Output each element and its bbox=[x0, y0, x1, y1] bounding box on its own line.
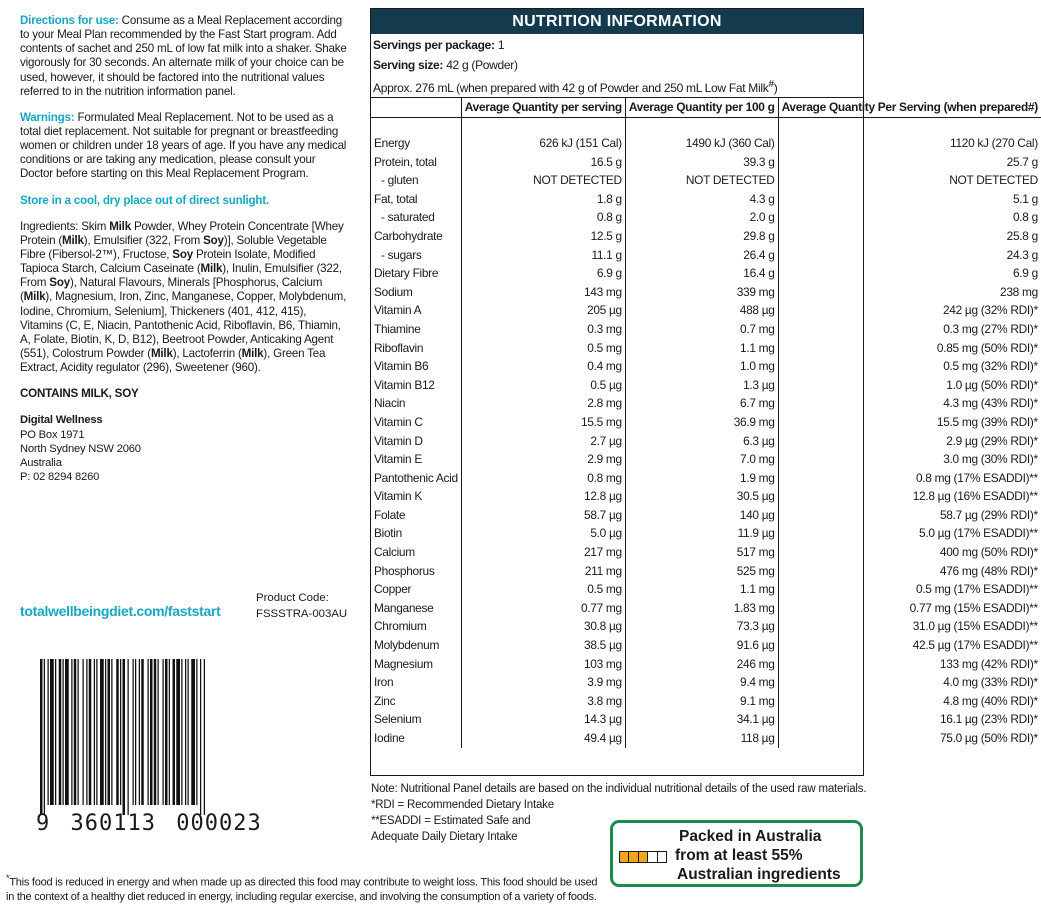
per-serving-value: 0.8 mg bbox=[461, 469, 625, 488]
per-100g-value: 140 µg bbox=[625, 506, 778, 525]
nutrient-name: Magnesium bbox=[374, 656, 433, 671]
nutrient-name: Vitamin C bbox=[374, 414, 423, 429]
barcode-bar bbox=[123, 659, 126, 815]
barcode-bar bbox=[48, 659, 49, 805]
table-row bbox=[371, 320, 1041, 339]
prepared-value: 3.0 mg (30% RDI)* bbox=[778, 450, 1041, 469]
table-row bbox=[371, 357, 1041, 376]
per-serving-value: 15.5 mg bbox=[461, 413, 625, 432]
percentage-bar-segment bbox=[620, 852, 629, 862]
allergen-word: Milk bbox=[200, 262, 223, 276]
warnings-label: Warnings: bbox=[20, 110, 75, 124]
table-row bbox=[371, 208, 1041, 227]
footer-text: This food is reduced in energy and when made up as directed this food may contribute to weight loss. This food should be used in the context of a healthy diet reduced in energy, including regular exercise, and involving the consumption of a variety of foods. bbox=[6, 876, 598, 904]
nutrient-name: Niacin bbox=[374, 396, 406, 411]
ingredient-text: ), Natural Flavours, Minerals [Phosphorus, Calcium ( bbox=[20, 276, 323, 304]
ingredient-percentage-bar bbox=[619, 851, 667, 863]
prepared-value: 0.85 mg (50% RDI)* bbox=[778, 339, 1041, 358]
table-row bbox=[371, 283, 1041, 302]
per-100g-value: 4.3 g bbox=[625, 190, 778, 209]
per-serving-value: 211 mg bbox=[461, 562, 625, 581]
barcode-bar bbox=[74, 659, 77, 805]
nutrient-name: Iodine bbox=[374, 731, 405, 745]
allergen-word: Milk bbox=[62, 233, 84, 247]
per-serving-value: 58.7 µg bbox=[461, 506, 625, 525]
ingredient-text: )], Soluble Vegetable Fibre (Fibersol-2™), Fructose, bbox=[20, 233, 327, 261]
barcode-bar bbox=[105, 659, 106, 805]
per-100g-value: NOT DETECTED bbox=[625, 171, 778, 190]
warnings-text: Formulated Meal Replacement. Not to be used as a total diet replacement. Not suitable for pregnant or breastfeeding women or children under 18 years of age. If you have any medical conditions or are taking any medication, please consult your Doctor before starting on this Meal Replacement Program. bbox=[20, 110, 347, 181]
table-row bbox=[371, 562, 1041, 581]
nutrient-name: Molybdenum bbox=[374, 638, 440, 653]
per-100g-value: 30.5 µg bbox=[625, 487, 778, 506]
barcode-bar bbox=[44, 659, 45, 815]
header-per-serving-prepared: Average Quantity Per Serving (when prepared#) bbox=[778, 98, 1041, 118]
nutrient-name: Iron bbox=[374, 675, 394, 690]
per-100g-value: 16.4 g bbox=[625, 264, 778, 283]
prepared-value: 133 mg (42% RDI)* bbox=[778, 655, 1041, 674]
table-row bbox=[371, 636, 1041, 655]
directions-text: Consume as a Meal Replacement according to your Meal Plan recommended by the Fast Start program. Add contents of sachet and 250 mL of low fat milk into a shaker. Shake vigorously for 30 seconds. An alternate milk of your choice can be used, however, it should be factored into the nutritional values referred to in the nutrition information panel. bbox=[20, 14, 347, 98]
per-serving-value: 2.9 mg bbox=[461, 450, 625, 469]
per-100g-value: 39.3 g bbox=[625, 153, 778, 172]
per-100g-value: 7.0 mg bbox=[625, 450, 778, 469]
directions-label: Directions for use: bbox=[20, 14, 119, 27]
per-100g-value: 2.0 g bbox=[625, 208, 778, 227]
prepared-value: 42.5 µg (17% ESADDI)** bbox=[778, 636, 1041, 655]
nutrient-name: Pantothenic Acid bbox=[374, 470, 458, 485]
per-100g-value: 1.0 mg bbox=[625, 357, 778, 376]
prepared-value: 5.1 g bbox=[778, 190, 1041, 209]
nutrient-name: Folate bbox=[374, 507, 406, 522]
prepared-volume-text: Approx. 276 mL (when prepared with 42 g of Powder and 250 mL Low Fat Milk bbox=[373, 81, 769, 95]
table-row bbox=[371, 487, 1041, 506]
barcode-bars-icon bbox=[36, 659, 256, 815]
nutrient-name: Protein, total bbox=[374, 154, 437, 169]
barcode-bar bbox=[89, 659, 92, 805]
barcode-bar bbox=[173, 659, 176, 805]
table-row bbox=[371, 673, 1041, 692]
allergen-word: Milk bbox=[23, 290, 46, 304]
address-line: Australia bbox=[20, 457, 62, 470]
prepared-value: 476 mg (48% RDI)* bbox=[778, 562, 1041, 581]
ingredient-text: ), Magnesium, Iron, Zinc, Manganese, Copper, Molybdenum, Iodine, Chromium, Selenium], Thickeners (401, 412, 415), Vitamins (C, E, Niacin, Pantothenic Acid, Riboflavin, B6, Thiamin, A, Folate, Biotin, K, D, B12), Beetroot Powder, Anticaking Agent (551), Colostrum Powder ( bbox=[20, 290, 347, 360]
per-serving-value: NOT DETECTED bbox=[461, 171, 625, 190]
allergen-statement: CONTAINS MILK, SOY bbox=[20, 387, 139, 401]
nutrient-name: Thiamine bbox=[374, 321, 421, 336]
table-spacer-row bbox=[371, 118, 1041, 135]
nutrient-name: Vitamin D bbox=[374, 433, 423, 448]
nutrition-table bbox=[371, 98, 1041, 748]
serving-size-value: 42 g (Powder) bbox=[446, 58, 518, 72]
ingredient-text: Ingredients: Skim bbox=[20, 219, 110, 233]
per-serving-value: 626 kJ (151 Cal) bbox=[461, 134, 625, 153]
table-row bbox=[371, 617, 1041, 636]
ingredient-text: ), Green Tea Extract, Acidity regulator (296), Sweetener (960). bbox=[20, 346, 326, 375]
barcode-bar bbox=[188, 659, 189, 805]
prepared-value: 0.5 mg (32% RDI)* bbox=[778, 357, 1041, 376]
allergen-word: Milk bbox=[241, 346, 264, 360]
address-line: North Sydney NSW 2060 bbox=[20, 442, 141, 455]
table-row bbox=[371, 153, 1041, 172]
company-name: Digital Wellness bbox=[20, 414, 103, 427]
barcode-bar bbox=[111, 659, 112, 805]
servings-label: Servings per package: bbox=[373, 38, 495, 52]
barcode-bar bbox=[150, 659, 153, 805]
nutrition-title: NUTRITION INFORMATION bbox=[371, 9, 863, 34]
barcode-digit-group: 9 bbox=[36, 811, 51, 836]
barcode-bar bbox=[50, 659, 54, 805]
table-row bbox=[371, 469, 1041, 488]
barcode-bar bbox=[135, 659, 136, 805]
per-100g-value: 36.9 mg bbox=[625, 413, 778, 432]
header-nutrient bbox=[371, 98, 461, 118]
per-serving-value: 143 mg bbox=[461, 283, 625, 302]
product-code bbox=[256, 591, 347, 623]
per-serving-value: 11.1 g bbox=[461, 246, 625, 265]
per-serving-value: 1.8 g bbox=[461, 190, 625, 209]
table-row bbox=[371, 506, 1041, 525]
per-serving-value: 38.5 µg bbox=[461, 636, 625, 655]
header-per-serving: Average Quantity per serving bbox=[461, 98, 625, 118]
barcode-bar bbox=[139, 659, 140, 805]
prepared-value: 238 mg bbox=[778, 283, 1041, 302]
aus-line-3: Australian ingredients bbox=[677, 866, 841, 883]
prepared-volume-close: ) bbox=[773, 81, 778, 95]
per-serving-value: 49.4 µg bbox=[461, 729, 625, 748]
per-100g-value: 339 mg bbox=[625, 283, 778, 302]
phone-number: P: 02 8294 8260 bbox=[20, 471, 100, 484]
barcode-bar bbox=[200, 659, 201, 815]
table-row bbox=[371, 692, 1041, 711]
per-100g-value: 9.4 mg bbox=[625, 673, 778, 692]
prepared-value: 1.0 µg (50% RDI)* bbox=[778, 376, 1041, 395]
prepared-value: 5.0 µg (17% ESADDI)** bbox=[778, 524, 1041, 543]
table-row bbox=[371, 599, 1041, 618]
servings-value: 1 bbox=[497, 38, 505, 52]
ingredients-text bbox=[20, 220, 350, 376]
ingredient-text: Protein Isolate, Modified Tapioca Starch, Calcium Caseinate ( bbox=[20, 247, 316, 276]
nutrient-name: Riboflavin bbox=[374, 340, 424, 355]
ingredient-text: ), Inulin, Emulsifier (322, From bbox=[20, 262, 342, 290]
prepared-value: 75.0 µg (50% RDI)* bbox=[778, 729, 1041, 748]
ingredient-text: ), Emulsifier (322, From bbox=[83, 233, 204, 247]
prepared-value: 1120 kJ (270 Cal) bbox=[778, 134, 1041, 153]
per-100g-value: 91.6 µg bbox=[625, 636, 778, 655]
table-row bbox=[371, 580, 1041, 599]
barcode-digit-group: 360113 bbox=[70, 811, 156, 836]
prepared-value: 4.0 mg (33% RDI)* bbox=[778, 673, 1041, 692]
per-100g-value: 26.4 g bbox=[625, 246, 778, 265]
percentage-bar-segment bbox=[658, 852, 666, 862]
barcode-bar bbox=[141, 659, 144, 805]
table-row bbox=[371, 450, 1041, 469]
aus-line-2: from at least 55% bbox=[675, 847, 803, 864]
per-100g-value: 0.7 mg bbox=[625, 320, 778, 339]
per-serving-value: 30.8 µg bbox=[461, 617, 625, 636]
barcode-bar bbox=[154, 659, 157, 805]
table-row bbox=[371, 339, 1041, 358]
prepared-value: 0.8 mg (17% ESADDI)** bbox=[778, 469, 1041, 488]
prepared-value: 12.8 µg (16% ESADDI)** bbox=[778, 487, 1041, 506]
barcode-bar bbox=[196, 659, 197, 805]
storage-text: Store in a cool, dry place out of direct sunlight. bbox=[20, 193, 269, 207]
nutrient-name: Biotin bbox=[374, 526, 402, 541]
per-serving-value: 103 mg bbox=[461, 655, 625, 674]
allergen-word: Soy bbox=[49, 276, 70, 290]
note-esaddi-1: **ESADDI = Estimated Safe and bbox=[371, 815, 531, 828]
directions-paragraph bbox=[20, 14, 350, 99]
barcode-bar bbox=[169, 659, 170, 805]
nutrition-header-row bbox=[371, 98, 1041, 118]
australian-made-label bbox=[610, 820, 863, 887]
table-row bbox=[371, 134, 1041, 153]
aus-line-1: Packed in Australia bbox=[679, 828, 822, 845]
nutrient-name: Calcium bbox=[374, 545, 415, 560]
per-serving-value: 3.8 mg bbox=[461, 692, 625, 711]
table-row bbox=[371, 729, 1041, 748]
per-serving-value: 0.5 mg bbox=[461, 339, 625, 358]
prepared-value: 25.7 g bbox=[778, 153, 1041, 172]
nutrient-name: Zinc bbox=[374, 693, 396, 708]
per-100g-value: 6.7 mg bbox=[625, 394, 778, 413]
nutrient-name: Copper bbox=[374, 582, 412, 597]
allergen-word: Soy bbox=[203, 233, 224, 247]
per-serving-value: 5.0 µg bbox=[461, 524, 625, 543]
per-100g-value: 11.9 µg bbox=[625, 524, 778, 543]
website-link[interactable]: totalwellbeingdiet.com/faststart bbox=[20, 603, 221, 619]
per-100g-value: 246 mg bbox=[625, 655, 778, 674]
per-serving-value: 14.3 µg bbox=[461, 710, 625, 729]
nutrient-name: Carbohydrate bbox=[374, 228, 443, 243]
nutrient-name: Vitamin B6 bbox=[374, 359, 429, 374]
per-serving-value: 16.5 g bbox=[461, 153, 625, 172]
prepared-value: 0.5 mg (17% ESADDI)** bbox=[778, 580, 1041, 599]
prepared-value: 400 mg (50% RDI)* bbox=[778, 543, 1041, 562]
table-row bbox=[371, 190, 1041, 209]
nutrient-name: Manganese bbox=[374, 600, 434, 615]
barcode-bar bbox=[94, 659, 95, 805]
barcode-bar bbox=[78, 659, 79, 805]
per-serving-value: 12.8 µg bbox=[461, 487, 625, 506]
per-100g-value: 29.8 g bbox=[625, 227, 778, 246]
per-100g-value: 118 µg bbox=[625, 729, 778, 748]
warnings-paragraph bbox=[20, 111, 350, 182]
per-serving-value: 2.8 mg bbox=[461, 394, 625, 413]
product-code-value: FSSSTRA-003AU bbox=[256, 607, 348, 620]
prepared-value: 4.3 mg (43% RDI)* bbox=[778, 394, 1041, 413]
per-serving-value: 0.3 mg bbox=[461, 320, 625, 339]
per-100g-value: 1.83 mg bbox=[625, 599, 778, 618]
per-serving-value: 12.5 g bbox=[461, 227, 625, 246]
prepared-value: 4.8 mg (40% RDI)* bbox=[778, 692, 1041, 711]
barcode-bar bbox=[65, 659, 69, 805]
per-serving-value: 3.9 mg bbox=[461, 673, 625, 692]
per-serving-value: 205 µg bbox=[461, 301, 625, 320]
prepared-volume-mark: # bbox=[768, 79, 774, 90]
per-100g-value: 525 mg bbox=[625, 562, 778, 581]
table-row bbox=[371, 432, 1041, 451]
barcode-bar bbox=[100, 659, 104, 805]
nutrition-table-body bbox=[371, 118, 1041, 748]
table-row bbox=[371, 171, 1041, 190]
per-100g-value: 1490 kJ (360 Cal) bbox=[625, 134, 778, 153]
per-100g-value: 1.3 µg bbox=[625, 376, 778, 395]
nutrient-name: Selenium bbox=[374, 712, 422, 727]
barcode-bar bbox=[165, 659, 168, 805]
table-row bbox=[371, 655, 1041, 674]
nutrient-name: Fat, total bbox=[374, 191, 418, 206]
nutrient-name: Vitamin A bbox=[374, 303, 422, 318]
barcode-bar bbox=[83, 659, 84, 805]
nutrient-name: Chromium bbox=[374, 619, 427, 634]
table-row bbox=[371, 227, 1041, 246]
barcode-bar bbox=[86, 659, 87, 805]
prepared-value: 58.7 µg (29% RDI)* bbox=[778, 506, 1041, 525]
per-100g-value: 488 µg bbox=[625, 301, 778, 320]
barcode-digit-group: 000023 bbox=[176, 811, 262, 836]
prepared-value: 0.8 g bbox=[778, 208, 1041, 227]
barcode-bar bbox=[71, 659, 72, 805]
barcode-bar bbox=[163, 659, 164, 805]
product-code-label: Product Code: bbox=[256, 592, 329, 604]
table-row bbox=[371, 710, 1041, 729]
table-row bbox=[371, 246, 1041, 265]
barcode-bar bbox=[108, 659, 111, 805]
note-raw-materials: Note: Nutritional Panel details are based on the individual nutritional details of the used raw materials. bbox=[371, 783, 867, 795]
per-100g-value: 34.1 µg bbox=[625, 710, 778, 729]
per-100g-value: 1.1 mg bbox=[625, 339, 778, 358]
table-row bbox=[371, 413, 1041, 432]
barcode-bar bbox=[176, 659, 180, 805]
prepared-value: 0.77 mg (15% ESADDI)** bbox=[778, 599, 1041, 618]
prepared-value: 16.1 µg (23% RDI)* bbox=[778, 710, 1041, 729]
table-row bbox=[371, 524, 1041, 543]
barcode bbox=[36, 659, 270, 841]
table-row bbox=[371, 394, 1041, 413]
per-serving-value: 0.4 mg bbox=[461, 357, 625, 376]
per-serving-value: 2.7 µg bbox=[461, 432, 625, 451]
footer-mark: * bbox=[6, 873, 10, 883]
barcode-bar bbox=[191, 659, 195, 805]
nutrient-name: Vitamin B12 bbox=[374, 377, 435, 392]
per-serving-value: 217 mg bbox=[461, 543, 625, 562]
per-serving-value: 0.5 µg bbox=[461, 376, 625, 395]
prepared-value: 242 µg (32% RDI)* bbox=[778, 301, 1041, 320]
prepared-volume bbox=[371, 74, 863, 98]
nutrient-name: Energy bbox=[374, 136, 410, 150]
nutrient-name: Sodium bbox=[374, 284, 413, 299]
per-100g-value: 1.9 mg bbox=[625, 469, 778, 488]
nutrient-name: Vitamin E bbox=[374, 452, 422, 467]
per-100g-value: 6.3 µg bbox=[625, 432, 778, 451]
table-row bbox=[371, 376, 1041, 395]
barcode-bar bbox=[116, 659, 119, 805]
table-row bbox=[371, 264, 1041, 283]
barcode-bar bbox=[133, 659, 134, 805]
nutrient-name: - sugars bbox=[381, 247, 422, 262]
barcode-bar bbox=[185, 659, 186, 805]
prepared-value: 25.8 g bbox=[778, 227, 1041, 246]
prepared-value: NOT DETECTED bbox=[778, 171, 1041, 190]
prepared-value: 24.3 g bbox=[778, 246, 1041, 265]
note-rdi: *RDI = Recommended Dietary Intake bbox=[371, 799, 554, 812]
prepared-value: 31.0 µg (15% ESADDI)** bbox=[778, 617, 1041, 636]
address-line: PO Box 1971 bbox=[20, 428, 85, 441]
per-100g-value: 9.1 mg bbox=[625, 692, 778, 711]
percentage-bar-segment bbox=[648, 852, 657, 862]
barcode-bar bbox=[158, 659, 159, 805]
table-row bbox=[371, 301, 1041, 320]
allergen-word: Milk bbox=[150, 346, 173, 360]
prepared-value: 0.3 mg (27% RDI)* bbox=[778, 320, 1041, 339]
nutrient-name: - gluten bbox=[381, 173, 419, 188]
barcode-bar bbox=[40, 659, 43, 815]
serving-size bbox=[371, 54, 863, 74]
barcode-bar bbox=[55, 659, 56, 805]
per-100g-value: 517 mg bbox=[625, 543, 778, 562]
weight-loss-statement bbox=[6, 872, 606, 905]
left-column bbox=[20, 14, 350, 484]
percentage-bar-segment bbox=[639, 852, 648, 862]
barcode-bar bbox=[148, 659, 149, 805]
servings-per-package bbox=[371, 34, 863, 54]
per-serving-value: 0.8 g bbox=[461, 208, 625, 227]
percentage-bar-segment bbox=[629, 852, 638, 862]
prepared-value: 2.9 µg (29% RDI)* bbox=[778, 432, 1041, 451]
barcode-bar bbox=[63, 659, 64, 805]
allergen-word: Milk bbox=[109, 219, 131, 233]
table-row bbox=[371, 543, 1041, 562]
barcode-bar bbox=[96, 659, 97, 805]
prepared-value: 6.9 g bbox=[778, 264, 1041, 283]
prepared-value: 15.5 mg (39% RDI)* bbox=[778, 413, 1041, 432]
nutrient-name: Dietary Fibre bbox=[374, 266, 439, 281]
company-address bbox=[20, 413, 350, 484]
barcode-number bbox=[36, 811, 268, 836]
per-serving-value: 0.77 mg bbox=[461, 599, 625, 618]
per-serving-value: 6.9 g bbox=[461, 264, 625, 283]
ingredient-text: Powder, Whey Protein Concentrate [Whey Protein ( bbox=[20, 219, 344, 247]
ingredient-text: ), Lactoferrin ( bbox=[172, 346, 242, 360]
serving-size-label: Serving size: bbox=[373, 58, 444, 72]
barcode-bar bbox=[204, 659, 205, 815]
per-100g-value: 1.1 mg bbox=[625, 580, 778, 599]
barcode-bar bbox=[181, 659, 182, 805]
per-serving-value: 0.5 mg bbox=[461, 580, 625, 599]
allergen-word: Soy bbox=[172, 247, 193, 261]
barcode-bar bbox=[128, 659, 129, 815]
header-per-100g: Average Quantity per 100 g bbox=[625, 98, 778, 118]
nutrition-panel bbox=[370, 8, 1038, 776]
nutrient-name: - saturated bbox=[381, 210, 435, 225]
barcode-bar bbox=[59, 659, 62, 805]
barcode-bar bbox=[120, 659, 121, 805]
per-100g-value: 73.3 µg bbox=[625, 617, 778, 636]
note-esaddi-2: Adequate Daily Dietary Intake bbox=[371, 831, 518, 844]
nutrient-name: Phosphorus bbox=[374, 563, 435, 578]
nutrient-name: Vitamin K bbox=[374, 489, 422, 504]
